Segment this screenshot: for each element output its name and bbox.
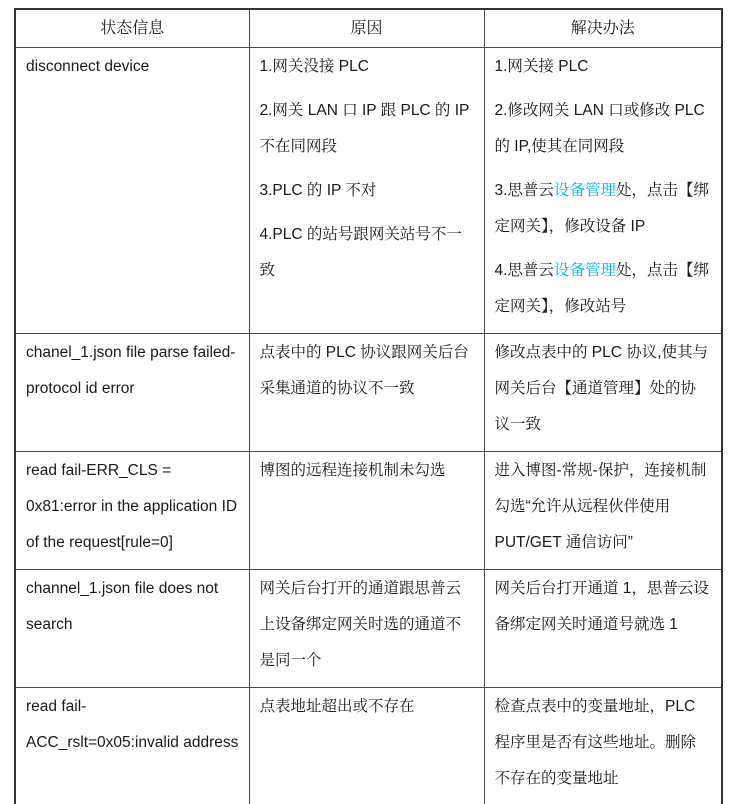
cell-cause (249, 334, 484, 452)
cell-solution (484, 48, 722, 334)
cell-status (15, 688, 249, 804)
paragraph (26, 453, 239, 561)
text-run: 点表中的 PLC 协议跟网关后台采集通道的协议不一致 (259, 344, 469, 397)
paragraph (495, 173, 712, 245)
cell-solution (484, 570, 722, 688)
table-header-row (15, 9, 722, 48)
table-row (15, 334, 722, 452)
text-run: 处，点击【绑定网关】，修改站号 (494, 262, 709, 315)
paragraph (495, 571, 712, 643)
text-run: channel_1.json file does not search (26, 580, 219, 633)
paragraph (495, 93, 712, 165)
text-run: 处，点击【绑定网关】，修改设备 IP (494, 182, 709, 235)
cell-cause (249, 688, 484, 804)
table-row (15, 570, 722, 688)
paragraph (26, 49, 239, 85)
paragraph (260, 689, 474, 725)
cell-solution (484, 688, 722, 804)
text-run: 1.网关接 PLC (494, 58, 589, 75)
text-run: 网关后台打开通道 1，思普云设备绑定网关时通道号就选 1 (494, 580, 709, 633)
paragraph (260, 453, 474, 489)
text-run: 修改点表中的 PLC 协议,使其与网关后台【通道管理】处的协议一致 (494, 344, 709, 433)
paragraph (26, 335, 239, 407)
cell-status (15, 570, 249, 688)
cell-status (15, 452, 249, 570)
cell-cause (249, 452, 484, 570)
cell-status (15, 334, 249, 452)
text-run: read fail-ACC_rslt=0x05:invalid address (26, 698, 239, 751)
text-run: 网关后台打开的通道跟思普云上设备绑定网关时选的通道不是同一个 (259, 580, 462, 669)
text-run: disconnect device (26, 58, 150, 75)
text-run: 2.修改网关 LAN 口或修改 PLC 的 IP,使其在同网段 (494, 102, 705, 155)
paragraph (495, 453, 712, 561)
text-run: 4.PLC 的站号跟网关站号不一致 (259, 226, 462, 279)
text-run: 3.PLC 的 IP 不对 (259, 182, 377, 199)
paragraph (26, 689, 239, 761)
text-run: 点表地址超出或不存在 (259, 698, 415, 715)
paragraph (260, 217, 474, 289)
text-run: 3.思普云 (494, 182, 554, 199)
paragraph (260, 173, 474, 209)
paragraph (495, 689, 712, 797)
paragraph (260, 571, 474, 679)
paragraph (260, 49, 474, 85)
table-row (15, 688, 722, 804)
text-run: 进入博图-常规-保护，连接机制勾选“允许从远程伙伴使用 PUT/GET 通信访问” (494, 462, 707, 551)
cell-cause (249, 570, 484, 688)
paragraph (495, 49, 712, 85)
table-row (15, 452, 722, 570)
cell-status (15, 48, 249, 334)
text-run: read fail-ERR_CLS = 0x81:error in the application ID of the request[rule=0] (26, 462, 238, 551)
cell-solution (484, 452, 722, 570)
troubleshooting-table (14, 8, 723, 804)
text-run: 1.网关没接 PLC (259, 58, 369, 75)
paragraph (26, 571, 239, 643)
text-run: chanel_1.json file parse failed-protocol id error (26, 344, 236, 397)
cell-solution (484, 334, 722, 452)
column-header-solution: 解决办法 (484, 9, 722, 48)
text-run: 博图的远程连接机制未勾选 (259, 462, 446, 479)
column-header-cause: 原因 (249, 9, 484, 48)
paragraph (260, 93, 474, 165)
paragraph (495, 253, 712, 325)
table-row (15, 48, 722, 334)
highlighted-term: 设备管理 (553, 182, 616, 199)
paragraph (260, 335, 474, 407)
table-body (15, 48, 722, 804)
text-run: 2.网关 LAN 口 IP 跟 PLC 的 IP 不在同网段 (259, 102, 470, 155)
column-header-status: 状态信息 (15, 9, 249, 48)
text-run: 4.思普云 (494, 262, 554, 279)
highlighted-term: 设备管理 (553, 262, 616, 279)
paragraph (495, 335, 712, 443)
cell-cause (249, 48, 484, 334)
text-run: 检查点表中的变量地址，PLC 程序里是否有这些地址。删除不存在的变量地址 (494, 698, 697, 787)
